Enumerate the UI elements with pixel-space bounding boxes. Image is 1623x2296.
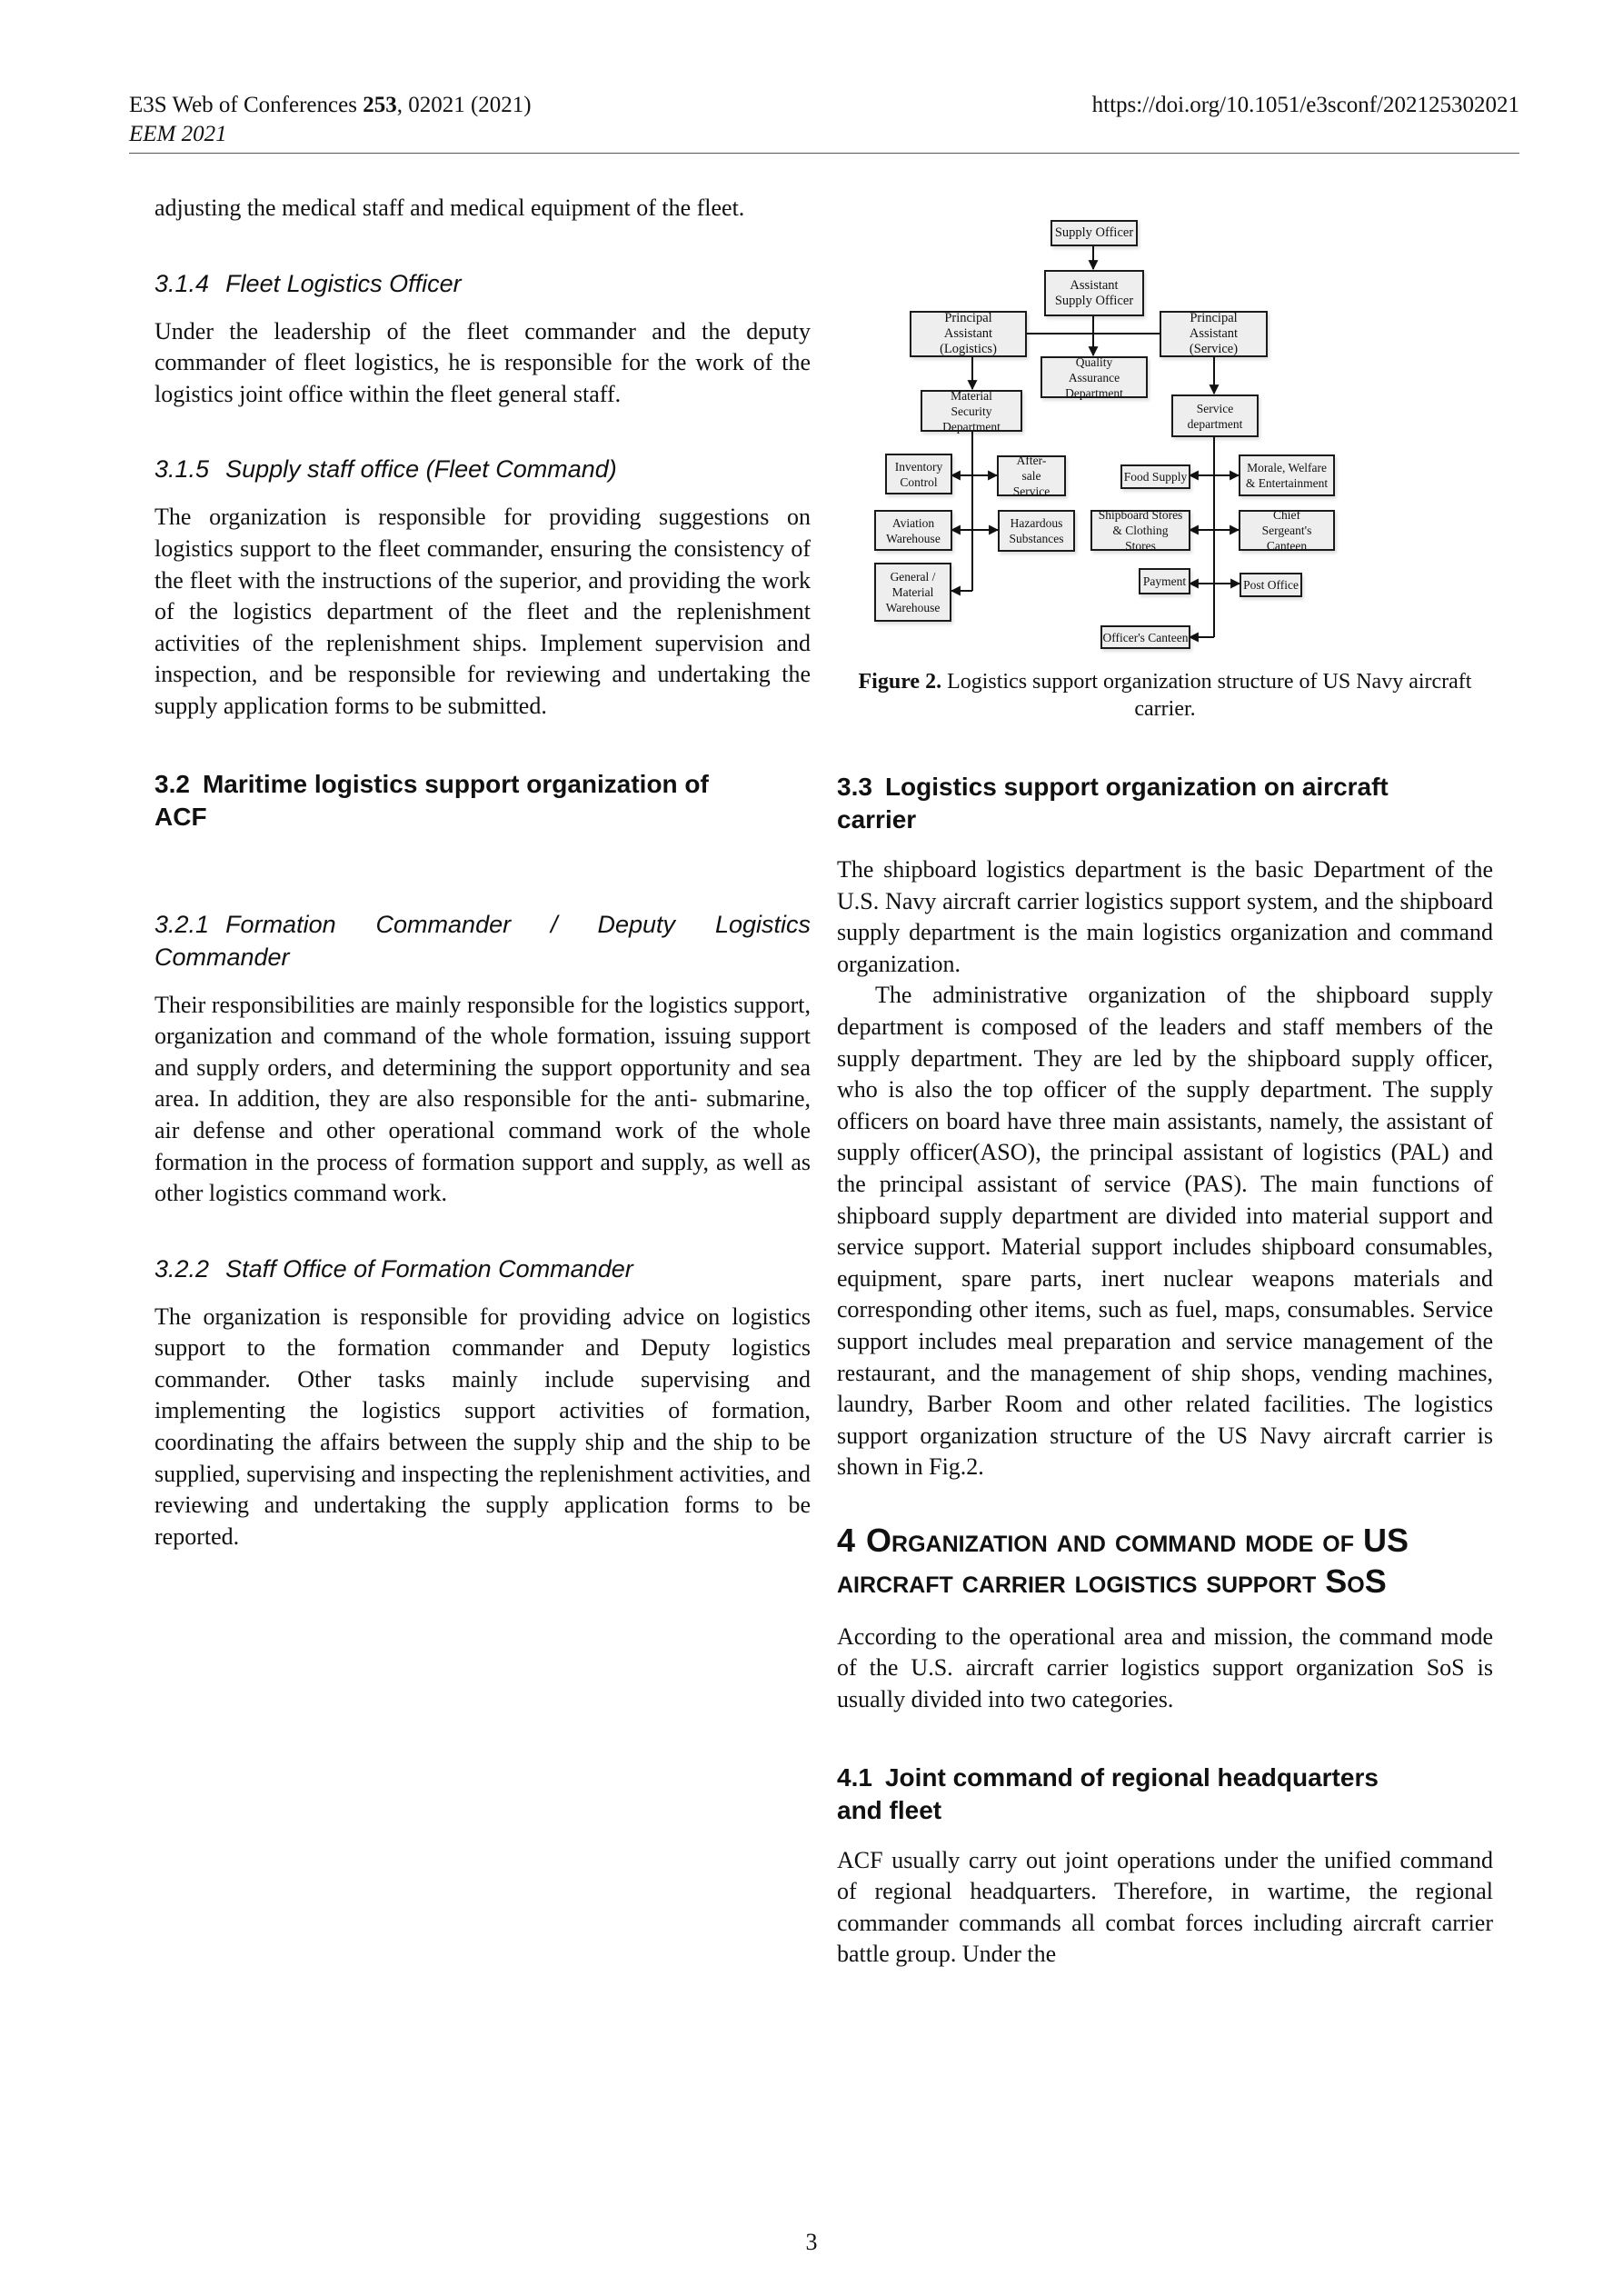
node-food-supply: Food Supply bbox=[1120, 464, 1190, 489]
paragraph-3-3-a: The shipboard logistics department is the basic Department of the U.S. Navy aircraft carrier logistics support system, and the shipboard supply department is the main logistics organization and command organization. bbox=[837, 856, 1493, 977]
journal-volume: 253 bbox=[363, 93, 397, 117]
node-quality-assurance: Quality Assurance Department bbox=[1041, 356, 1148, 398]
node-morale-welfare-entertainment: Morale, Welfare & Entertainment bbox=[1239, 454, 1335, 496]
node-hazardous-substances: Hazardous Substances bbox=[998, 510, 1075, 552]
right-column bbox=[837, 771, 1493, 1971]
node-inventory-control: Inventory Control bbox=[885, 454, 952, 494]
heading-3-2-1: 3.2.1 Formation Commander / Deputy Logistics Commander bbox=[154, 910, 811, 971]
node-post-office: Post Office bbox=[1240, 573, 1302, 597]
node-officers-canteen: Officer's Canteen bbox=[1100, 625, 1190, 649]
paragraph-3-1-5: The organization is responsible for providing suggestions on logistics support to the fleet commander, ensuring the consistency of the fleet with the instructions of the superior, and providing the work of the logistics department of the fleet and the replenishment activities of the replenishment ships. Implement supervision and inspection, and be responsible for reviewing and undertaking the supply application forms to be submitted. bbox=[154, 504, 811, 719]
node-material-security: Material Security Department bbox=[921, 390, 1022, 432]
left-column bbox=[154, 193, 811, 1552]
paragraph-3-3-b: The administrative organization of the shipboard supply department is composed of the leaders and staff members of the supply department. They are led by the shipboard supply officer, who is also the top officer of the supply department. The supply officers on board have three main assistants, namely, the assistant of supply officer(ASO), the principal assistant of logistics (PAL) and the principal assistant of service (PAS). The main functions of shipboard supply department are divided into material support and service support. Material support includes shipboard consumables, equipment, spare parts, inert nuclear weapons materials and corresponding other items, such as fuel, maps, consumables. Service support includes meal preparation and service management of the restaurant, and the management of ship shops, vending machines, laundry, Barber Room and other related facilities. The logistics support organization structure of the US Navy aircraft carrier is shown in Fig.2. bbox=[837, 982, 1493, 1481]
node-chief-sergeants-canteen: Chief Sergeant's Canteen bbox=[1239, 510, 1335, 551]
journal-citation bbox=[129, 91, 532, 120]
journal-name: E3S Web of Conferences bbox=[129, 93, 363, 117]
paragraph-section-4: According to the operational area and mission, the command mode of the U.S. aircraft carrier logistics support organization SoS is usually divided into two categories. bbox=[837, 1622, 1493, 1713]
page-number: 3 bbox=[805, 2229, 818, 2255]
node-general-material-warehouse: General / Material Warehouse bbox=[874, 563, 951, 622]
doi-link[interactable]: https://doi.org/10.1051/e3sconf/202125302021 bbox=[1091, 93, 1519, 117]
figure-caption bbox=[837, 668, 1493, 723]
conference-name: EEM 2021 bbox=[129, 122, 227, 146]
header-divider bbox=[129, 153, 1519, 154]
node-principal-assistant-logistics: Principal Assistant (Logistics) bbox=[910, 311, 1027, 357]
continued-paragraph: adjusting the medical staff and medical equipment of the fleet. bbox=[154, 195, 745, 221]
figure-label: Figure 2. bbox=[858, 670, 942, 694]
heading-4-1: 4.1 Joint command of regional headquarters and fleet bbox=[837, 1762, 1379, 1824]
heading-section-4: 4 Organization and command mode of US aircraft carrier logistics support SoS bbox=[837, 1521, 1409, 1600]
heading-3-1-4: 3.1.4 Fleet Logistics Officer bbox=[154, 269, 462, 297]
figure-caption-text: Logistics support organization structure of US Navy aircraft carrier. bbox=[941, 670, 1472, 721]
node-aviation-warehouse: Aviation Warehouse bbox=[874, 510, 952, 551]
heading-3-2-2: 3.2.2 Staff Office of Formation Commander bbox=[154, 1254, 633, 1283]
node-shipboard-clothing-stores: Shipboard Stores & Clothing Stores bbox=[1090, 510, 1190, 551]
paragraph-3-1-4: Under the leadership of the fleet commander and the deputy commander of fleet logistics, he is responsible for the work of the logistics joint office within the fleet general staff. bbox=[154, 317, 811, 407]
node-payment: Payment bbox=[1139, 568, 1190, 594]
node-supply-officer: Supply Officer bbox=[1050, 220, 1138, 246]
node-service-department: Service department bbox=[1171, 394, 1259, 437]
heading-3-1-5: 3.1.5 Supply staff office (Fleet Command) bbox=[154, 455, 617, 484]
paragraph-3-2-2: The organization is responsible for providing advice on logistics support to the formation commander and Deputy logistics commander. Other tasks mainly include supervising and implementing the logistics support activities of formation, coordinating the affairs between the supply ship and the ship to be supplied, supervising and inspecting the replenishment activities, and reviewing and undertaking the supply application forms to be reported. bbox=[154, 1303, 811, 1550]
heading-3-2: 3.2 Maritime logistics support organization of ACF bbox=[154, 769, 709, 831]
paragraph-3-2-1: Their responsibilities are mainly responsible for the logistics support, organization and command of the whole formation, issuing support and supply orders, and determining the support opportunity and sea area. In addition, they are also responsible for the anti- submarine, air defense and other operational command work of the whole formation in the process of formation support and supply, as well as other logistics command work. bbox=[154, 991, 811, 1207]
article-number-year: , 02021 (2021) bbox=[396, 93, 532, 117]
node-assistant-supply-officer: Assistant Supply Officer bbox=[1044, 270, 1144, 316]
heading-3-3: 3.3 Logistics support organization on aircraft carrier bbox=[837, 773, 1389, 834]
node-after-sale-service: After-sale Service bbox=[997, 455, 1066, 496]
node-principal-assistant-service: Principal Assistant (Service) bbox=[1160, 311, 1268, 357]
paragraph-4-1: ACF usually carry out joint operations under the unified command of regional headquarters. Therefore, in wartime, the regional commander commands all combat forces including aircraft carrier battle group. Under the bbox=[837, 1846, 1493, 1968]
